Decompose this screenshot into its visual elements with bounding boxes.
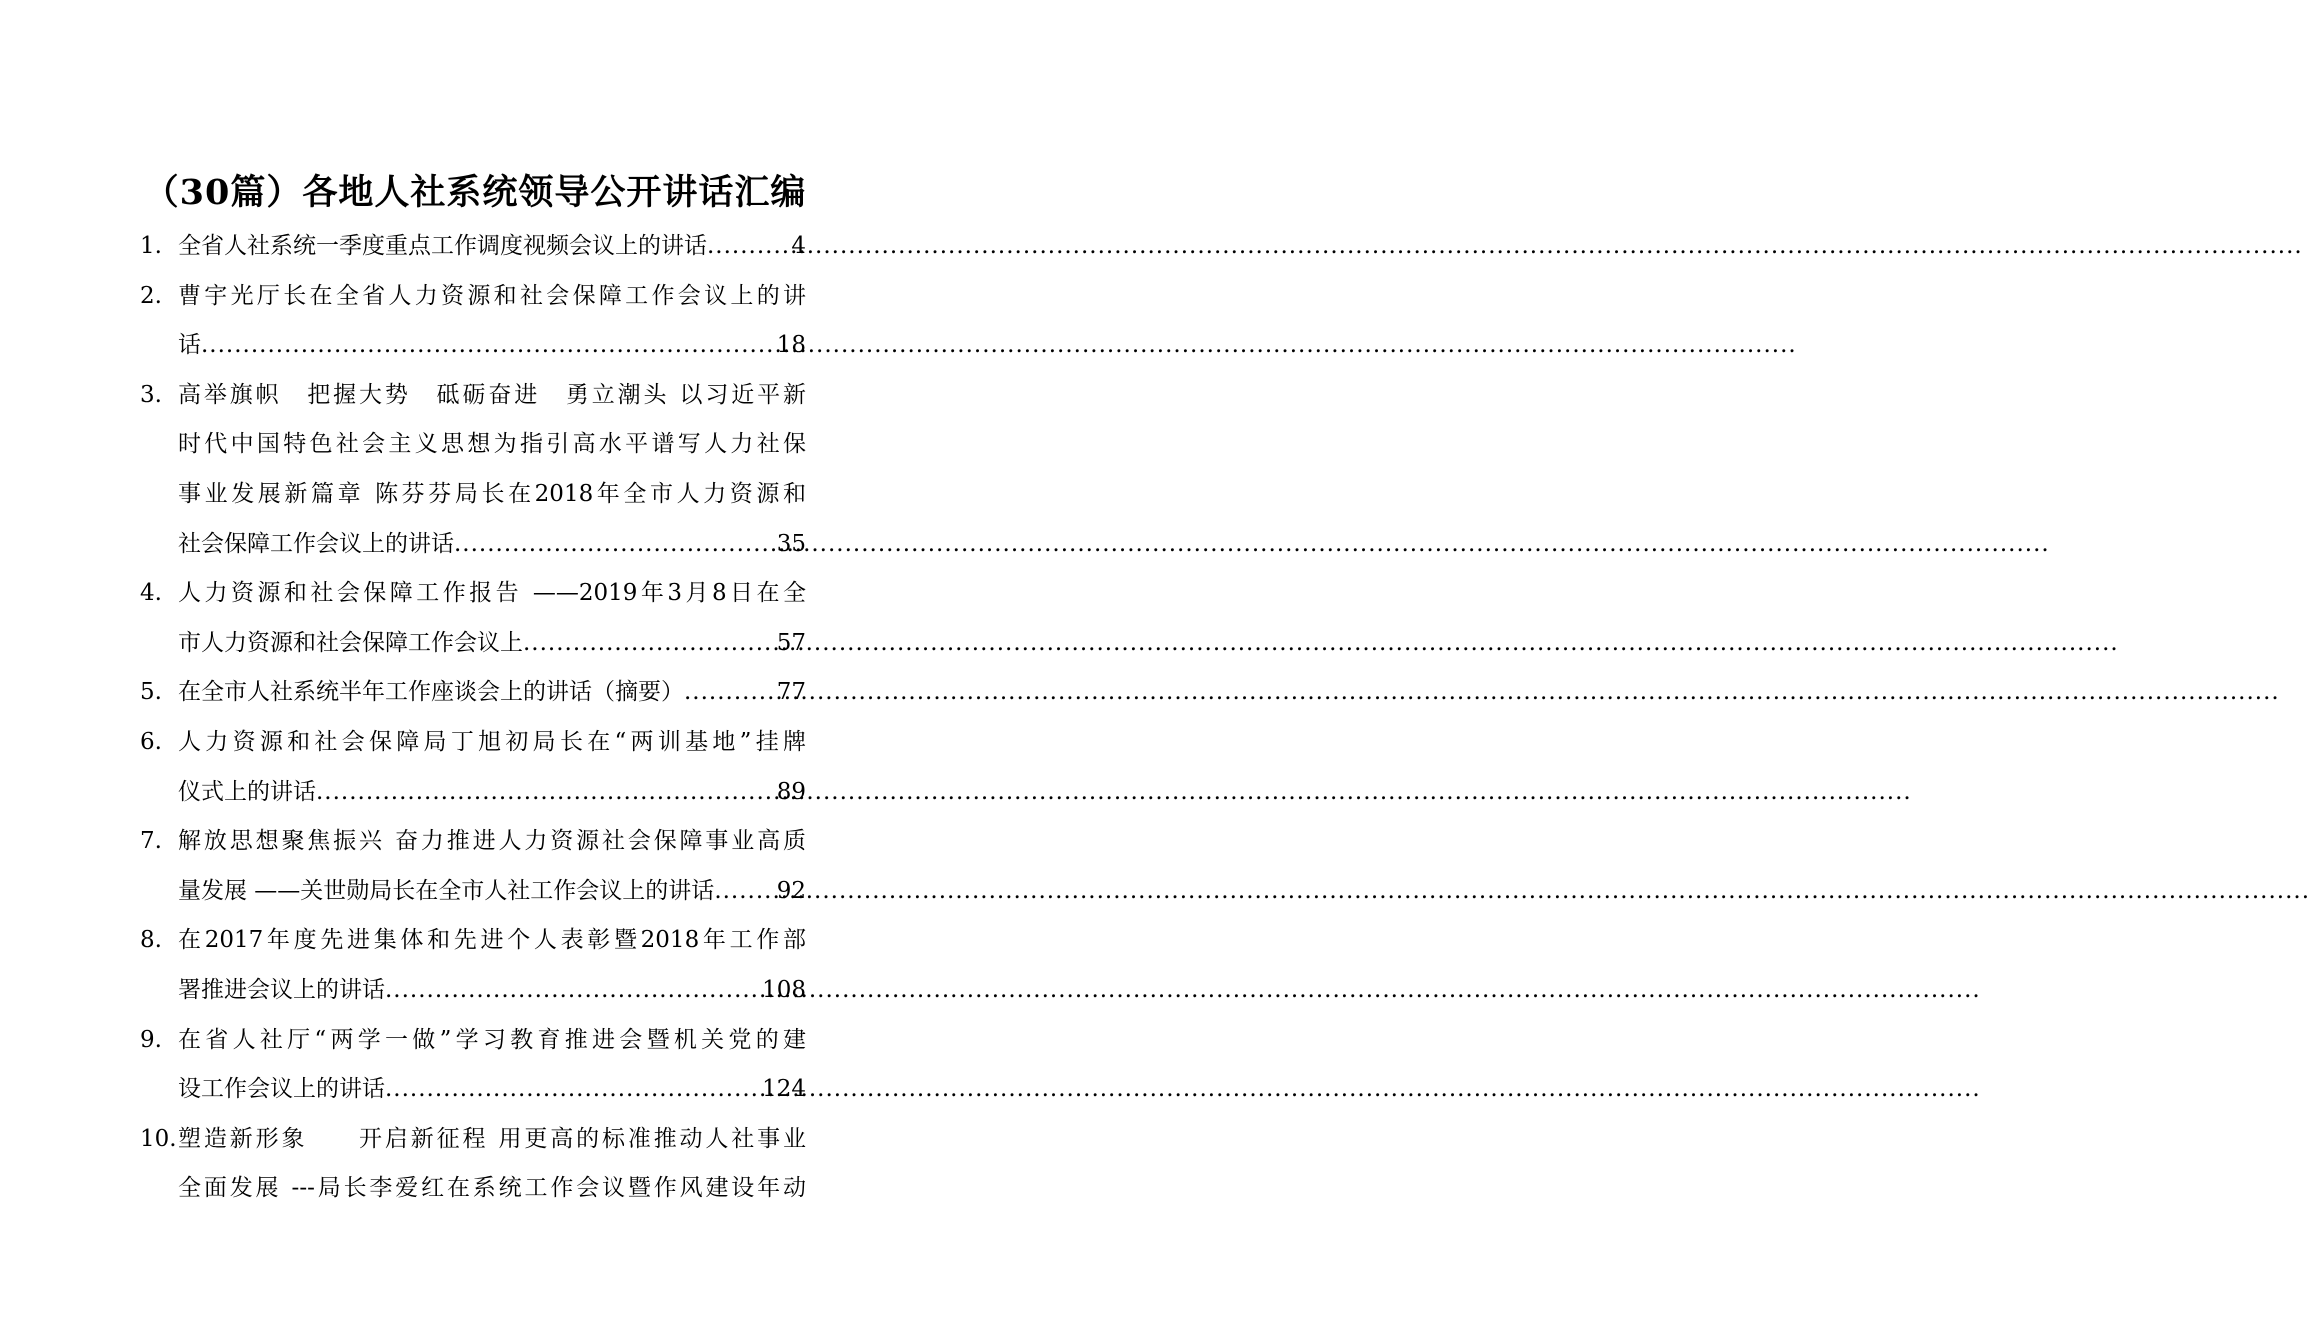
toc-dot-leader (684, 668, 777, 718)
toc-dot-leader (385, 966, 762, 1016)
toc-entry-line (178, 470, 806, 520)
toc-entry-body (178, 718, 806, 817)
toc-entry-text: 曹宇光厅长在全省人力资源和社会保障工作会议上的讲 (178, 282, 806, 309)
toc-entry[interactable] (140, 1115, 806, 1214)
toc-entry[interactable] (140, 222, 806, 272)
toc-entry-number: 1. (140, 233, 162, 259)
toc-entry-line (178, 1115, 806, 1165)
toc-entry-body (178, 222, 806, 272)
toc-entry-line (178, 768, 806, 818)
toc-entry-body (178, 569, 806, 668)
toc-entry-line (178, 520, 806, 570)
toc-dot-leader (454, 520, 777, 570)
toc-entry[interactable] (140, 718, 806, 817)
toc-entry-number: 10. (140, 1125, 177, 1152)
document-title: （30篇）各地人社系统领导公开讲话汇编 (143, 172, 807, 213)
toc-entry[interactable] (140, 1016, 806, 1115)
toc-entry-body (178, 371, 806, 569)
toc-dot-leader (201, 321, 777, 371)
toc-entry-line (178, 867, 806, 917)
toc-entry-text: 时代中国特色社会主义思想为指引高水平谱写人力社保 (178, 431, 806, 458)
toc-entry-text: 社会保障工作会议上的讲话 (178, 530, 454, 557)
toc-entry-line (178, 321, 806, 371)
toc-entry-body (178, 1115, 806, 1214)
toc-entry-text: 仪式上的讲话 (178, 778, 316, 805)
toc-entry-text: 署推进会议上的讲话 (178, 976, 385, 1003)
toc-entry-line (178, 619, 806, 669)
toc-entry-line (178, 668, 806, 718)
toc-entry[interactable] (140, 817, 806, 916)
toc-entry-text: 在全市人社系统半年工作座谈会上的讲话（摘要） (178, 679, 684, 706)
toc-page-number: 77 (776, 679, 806, 706)
toc-entry-line (178, 817, 806, 867)
toc-entry-body (178, 916, 806, 1015)
toc-entry-line (178, 1164, 806, 1214)
toc-entry-line (178, 272, 806, 322)
toc-entry-text: 人力资源和社会保障工作报告 ——2019年3月8日在全 (178, 580, 806, 607)
toc-entry-number: 5. (140, 679, 162, 706)
document-page (0, 0, 950, 1344)
toc-page-number: 35 (776, 530, 806, 557)
toc-page-number: 89 (776, 778, 806, 805)
toc-entry-line (178, 916, 806, 966)
toc-page-number: 18 (776, 332, 806, 359)
toc-entry-text: 人力资源和社会保障局丁旭初局长在“两训基地”挂牌 (178, 728, 806, 755)
toc-entry-number: 4. (140, 580, 162, 607)
toc-entry-line (178, 222, 806, 272)
toc-entry-text: 全面发展 ---局长李爱红在系统工作会议暨作风建设年动 (178, 1175, 806, 1202)
toc-entry-text: 解放思想聚焦振兴 奋力推进人力资源社会保障事业高质 (178, 828, 806, 855)
toc-dot-leader (316, 768, 777, 818)
table-of-contents (140, 222, 806, 1214)
toc-entry-text: 全省人社系统一季度重点工作调度视频会议上的讲话 (178, 233, 707, 259)
toc-entry-text: 设工作会议上的讲话 (178, 1076, 385, 1103)
toc-entry-text: 量发展 ——关世勋局长在全市人社工作会议上的讲话 (178, 877, 715, 904)
toc-entry-line (178, 420, 806, 470)
toc-dot-leader (385, 1065, 762, 1115)
toc-entry[interactable] (140, 371, 806, 569)
toc-entry-text: 在省人社厅“两学一做”学习教育推进会暨机关党的建 (178, 1026, 806, 1053)
toc-entry-line (178, 1016, 806, 1066)
toc-page-number: 4 (791, 233, 806, 259)
toc-entry-line (178, 1065, 806, 1115)
toc-entry[interactable] (140, 668, 806, 718)
toc-entry-text: 塑造新形象 开启新征程 用更高的标准推动人社事业 (178, 1125, 806, 1152)
toc-entry-text: 在2017年度先进集体和先进个人表彰暨2018年工作部 (178, 927, 806, 954)
toc-entry[interactable] (140, 569, 806, 668)
toc-entry-text: 话 (178, 332, 201, 359)
toc-page-number: 108 (762, 976, 806, 1003)
toc-entry-body (178, 668, 806, 718)
toc-entry-number: 6. (140, 728, 162, 755)
toc-entry[interactable] (140, 916, 806, 1015)
toc-entry-line (178, 966, 806, 1016)
toc-entry-line (178, 371, 806, 421)
toc-entry-number: 3. (140, 381, 162, 408)
toc-entry-line (178, 718, 806, 768)
toc-entry-body (178, 272, 806, 371)
toc-dot-leader (714, 867, 776, 917)
toc-entry-text: 高举旗帜 把握大势 砥砺奋进 勇立潮头 以习近平新 (178, 381, 806, 408)
toc-entry-body (178, 1016, 806, 1115)
toc-entry-line (178, 569, 806, 619)
toc-page-number: 92 (776, 877, 806, 904)
toc-entry-number: 8. (140, 927, 162, 954)
toc-entry-number: 9. (140, 1026, 162, 1053)
toc-entry-body (178, 817, 806, 916)
toc-dot-leader (707, 222, 791, 272)
toc-entry-text: 市人力资源和社会保障工作会议上 (178, 629, 523, 656)
toc-page-number: 124 (762, 1076, 806, 1103)
toc-entry-number: 2. (140, 282, 162, 309)
toc-entry[interactable] (140, 272, 806, 371)
toc-entry-number: 7. (140, 828, 162, 855)
toc-entry-text: 事业发展新篇章 陈芬芬局长在2018年全市人力资源和 (178, 480, 806, 507)
toc-dot-leader (523, 619, 777, 669)
toc-page-number: 57 (776, 629, 806, 656)
